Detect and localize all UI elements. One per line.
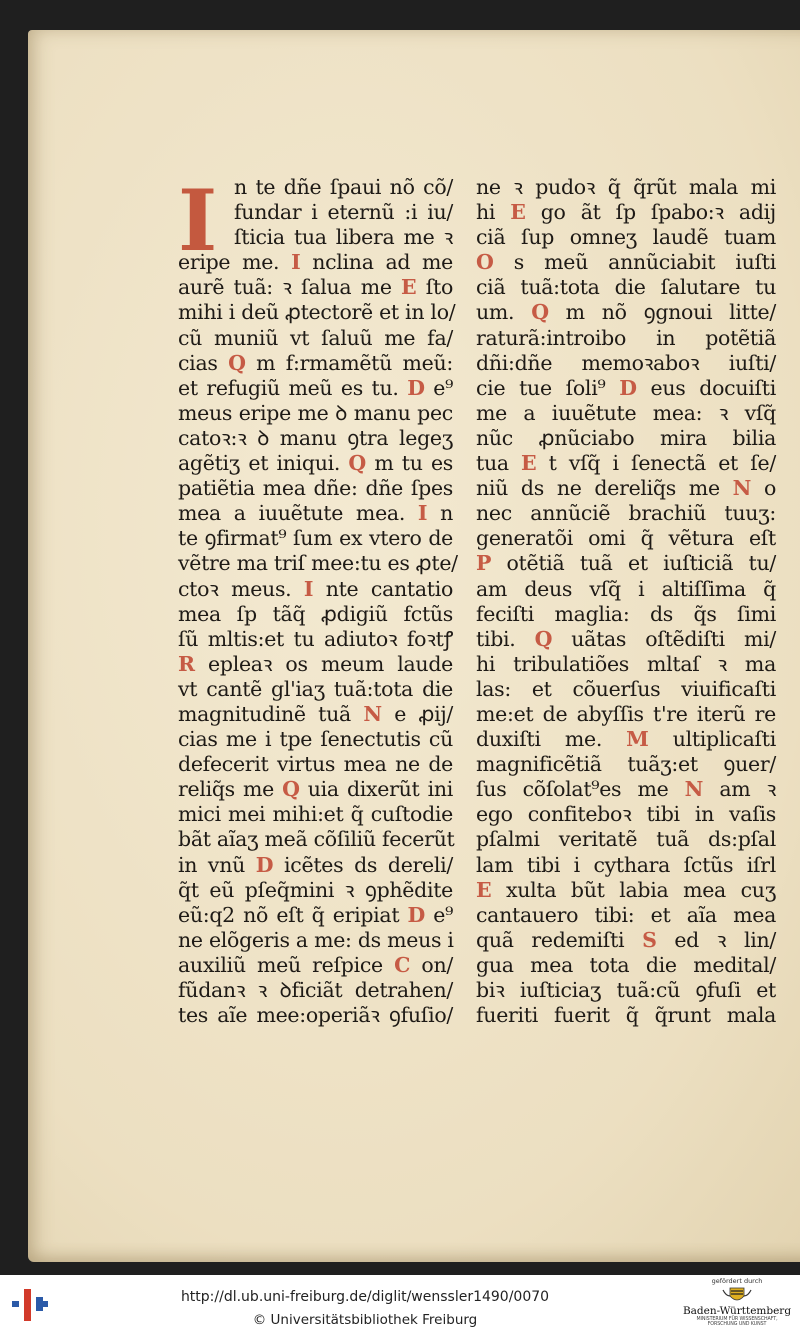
text-line: catoꝛ:ꝛ ꝺ manu ꝯtra legeʒ <box>178 425 453 450</box>
text-line: um. Q m nõ ꝯgnoui litte/ <box>476 300 776 325</box>
sponsor-logo <box>682 1277 792 1333</box>
text-line: agẽtiʒ et iniqui. Q m tu es <box>178 451 454 476</box>
text-line: magnitudinẽ tuã N e ꝓij/ <box>178 701 453 726</box>
text-line: ne elõgeris a me: ds meus i <box>178 927 454 952</box>
text-line: biꝛ iuſticiaʒ tuã:cũ ꝯfuſi et <box>476 978 776 1002</box>
text-line: feciſti maglia: ds q̃s ſimi <box>476 601 776 626</box>
text-line: reliq̃s me Q uia dixerũt ini <box>178 777 453 802</box>
text-line: raturã:introibo in potẽtiã <box>476 325 776 350</box>
text-line: nũc ꝓnũciabo mira bilia <box>476 425 776 450</box>
rubric-letter: I <box>417 501 428 526</box>
text-line: mici mei mihi:et q̃ cuſtodie <box>178 802 453 827</box>
text-line: patiẽtia mea dñe: dñe ſpes <box>178 476 453 501</box>
text-line: mihi i deũ ꝓtectorẽ et in lo/ <box>178 300 456 325</box>
text-line: eũ:q2 nõ eſt q̃ eripiat D e⁹ <box>178 902 454 927</box>
text-line: gua mea tota die medital/ <box>476 952 776 977</box>
text-line: fũdanꝛ ꝛ ꝺficiãt detrahen/ <box>178 978 453 1002</box>
text-line: cũ muniũ vt ſaluũ me fa/ <box>178 325 453 350</box>
text-column-right <box>476 175 776 1028</box>
text-line: cias Q m f:rmamẽtũ meũ: <box>178 350 453 375</box>
text-line: vẽtre ma triſ mee:tu es ꝓte/ <box>178 551 458 576</box>
text-line: niũ ds ne dereliq̃s me N o <box>476 476 776 501</box>
sponsor-ministry: MINISTERIUM FÜR WISSENSCHAFT, FORSCHUNG UND KUNST <box>696 1317 778 1327</box>
rubric-letter: Q <box>348 451 366 476</box>
rubric-letter: D <box>619 375 637 400</box>
rubric-letter: E <box>521 451 537 476</box>
text-line: auxiliũ meũ reſpice C on/ <box>178 952 453 977</box>
text-line: tibi. Q uãtas oſtẽdiſti mi/ <box>476 626 776 651</box>
text-line: hi tribulatiões mltaſ ꝛ ma <box>476 651 776 676</box>
text-line: am deus vſq̃ i altiſſima q̃ <box>476 576 776 601</box>
text-line: me:et de abyſſis t're iterũ re <box>476 701 776 726</box>
text-line: tes aĩe mee:operiãꝛ ꝯfuſio/ <box>178 1003 453 1028</box>
sponsor-name: Baden-Württemberg <box>682 1305 792 1317</box>
rubric-letter: I <box>303 576 314 601</box>
text-line: mea a iuuẽtute mea. I n <box>178 501 453 526</box>
rubric-letter: Q <box>228 350 246 375</box>
text-line: et refugiũ meũ es tu. D e⁹ <box>178 375 454 400</box>
sponsor-label: gefördert durch <box>711 1277 763 1285</box>
text-line: duxiſti me. M ultiplicaſti <box>476 727 776 752</box>
text-line: generatõi omi q̃ vẽtura eſt <box>476 526 776 551</box>
footer-bar <box>0 1275 800 1333</box>
rubric-letter: E <box>476 877 492 902</box>
text-line: vt cantẽ gl'iaʒ tuã:tota die <box>178 676 453 701</box>
text-line: aurẽ tuã: ꝛ ſalua me E ſto <box>178 275 453 300</box>
rubric-letter: C <box>394 952 411 977</box>
text-line: las: et cõuerſus viuificaſti <box>476 676 776 701</box>
manuscript-page <box>28 30 800 1262</box>
rubric-letter: P <box>476 551 492 576</box>
rubric-letter: I <box>291 250 301 275</box>
coat-of-arms-icon <box>720 1286 754 1304</box>
rubric-letter: Q <box>282 777 300 802</box>
rubric-letter: E <box>510 200 526 225</box>
text-line: quã redemiſti S ed ꝛ lin/ <box>476 927 776 952</box>
text-line: in vnũ D icẽtes ds dereli/ <box>178 852 453 877</box>
text-line: ſticia tua libera me ꝛ <box>234 225 453 250</box>
rubric-letter: D <box>255 852 274 877</box>
copyright-notice: © Universitätsbibliothek Freiburg <box>252 1312 478 1328</box>
rubric-letter: N <box>363 701 382 726</box>
rubric-letter: N <box>684 777 704 802</box>
permalink-url[interactable]: http://dl.ub.uni-freiburg.de/diglit/wenssler1490/0070 <box>180 1289 550 1305</box>
text-line: E xulta bũt labia mea cuʒ <box>476 877 776 902</box>
rubric-letter: R <box>178 651 195 676</box>
text-line: lam tibi i cythara ſctũs iſrl <box>476 852 776 877</box>
text-line: mea ſp tãq̃ ꝓdigiũ fctũs <box>178 601 453 626</box>
text-line: pſalmi veritatẽ tuã ds:pſal <box>476 827 776 852</box>
text-line: defecerit virtus mea ne de <box>178 752 453 777</box>
rubric-letter: Q <box>534 626 553 651</box>
text-line: O s meũ annũciabit iuſti <box>476 250 776 275</box>
text-line: fueriti fuerit q̃ q̃runt mala <box>476 1003 776 1028</box>
text-line: meus eripe me ꝺ manu pec <box>178 400 453 425</box>
text-line: magnificẽtiã tuãʒ:et ꝯuer/ <box>476 752 776 777</box>
rubric-letter: N <box>732 476 752 501</box>
text-line: fundar i eternũ :i iu/ <box>234 200 453 225</box>
text-line: hi E go ãt ſp ſpabo:ꝛ adij <box>476 200 776 225</box>
text-line: cias me i tpe ſenectutis cũ <box>178 727 453 752</box>
rubric-letter: M <box>626 727 649 752</box>
text-line: q̃t eũ pſeq̃mini ꝛ ꝯphẽdite <box>178 877 453 902</box>
rubric-letter: D <box>407 902 425 927</box>
text-line: ſus cõſolat⁹es me N am ꝛ <box>476 777 777 802</box>
rubric-letter: E <box>401 275 417 300</box>
text-line: ſũ mltis:et tu adiutoꝛ foꝛtꝭ <box>178 626 453 651</box>
text-line: nec annũciẽ brachiũ tuuʒ: <box>476 501 776 526</box>
text-line: ne ꝛ pudoꝛ q̃ q̃rũt mala mi <box>476 175 776 199</box>
text-line: bãt aĩaʒ meã cõſiliũ fecerũt <box>178 827 455 852</box>
rubric-letter: O <box>476 250 494 275</box>
rubric-letter: Q <box>531 300 549 325</box>
rubric-letter: S <box>642 927 657 952</box>
text-line: eripe me. I nclina ad me <box>178 250 453 275</box>
text-column-left <box>178 171 458 1028</box>
decorated-initial: I <box>178 171 217 270</box>
text-line: ciã tuã:tota die ſalutare tu <box>476 275 776 300</box>
text-line: R epleaꝛ os meum laude <box>178 651 453 676</box>
text-line: tua E t vſq̃ i ſenectã et ſe/ <box>476 451 776 476</box>
text-line: me a iuuẽtute mea: ꝛ vſq̃ <box>476 400 776 425</box>
text-line: P otẽtiã tuã et iuſticiã tu/ <box>476 551 776 576</box>
text-line: ego confiteboꝛ tibi in vaſis <box>476 802 776 827</box>
text-line: n te dñe ſpaui nõ cõ/ <box>234 175 453 199</box>
text-line: dñi:dñe memoꝛaboꝛ iuſti/ <box>476 350 776 375</box>
text-line: cie tue ſoli⁹ D eus docuiſti <box>476 375 776 400</box>
text-line: cantauero tibi: et aĩa mea <box>476 902 776 927</box>
text-line: ctoꝛ meus. I nte cantatio <box>178 576 453 601</box>
text-line: te ꝯfirmat⁹ ſum ex vtero de <box>178 526 453 551</box>
text-line: ciã ſup omneʒ laudẽ tuam <box>476 225 776 250</box>
rubric-letter: D <box>407 375 425 400</box>
